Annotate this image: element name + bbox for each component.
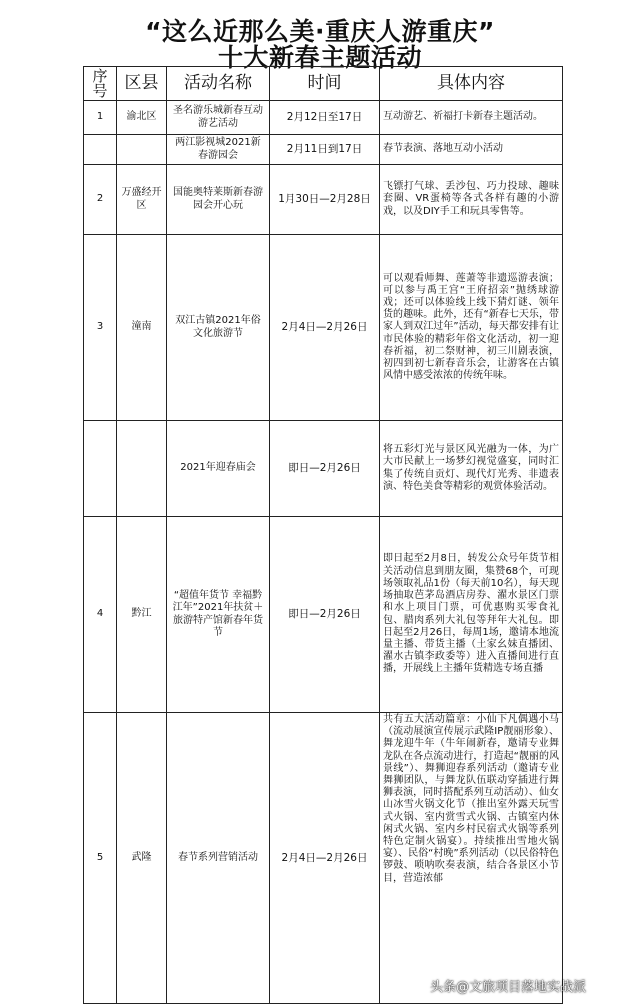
row-time: 即日—2月26日	[270, 421, 380, 517]
header-content: 具体内容	[380, 67, 563, 101]
row-no-empty	[84, 421, 117, 517]
row-district: 渝北区	[117, 101, 167, 135]
row-district: 黔江	[117, 517, 167, 713]
row-content: 飞镖打气球、丢沙包、巧力投球、趣味套圈、VR蛋椅等各式各样有趣的小游戏，以及DIY手工和玩具零售等。	[380, 165, 563, 235]
row-time: 1月30日—2月28日	[270, 165, 380, 235]
table-row	[84, 235, 563, 421]
row-district: 武隆	[117, 713, 167, 1004]
row-content: 春节表演、落地互动小活动	[380, 135, 563, 165]
table-row	[84, 421, 563, 517]
row-activity: 两江影视城2021新春游园会	[167, 135, 270, 165]
row-activity: 双江古镇2021年俗文化旅游节	[167, 235, 270, 421]
row-content: 互动游艺、祈福打卡新春主题活动。	[380, 101, 563, 135]
row-time: 即日—2月26日	[270, 517, 380, 713]
table-header-row	[84, 67, 563, 101]
table-row	[84, 135, 563, 165]
row-no: 2	[84, 165, 117, 235]
row-no: 1	[84, 101, 117, 135]
page-title: “这么近那么美·重庆人游重庆”	[145, 17, 495, 46]
row-activity: 2021年迎春庙会	[167, 421, 270, 517]
header-no: 序 号	[84, 67, 117, 101]
row-content: 将五彩灯光与景区风光融为一体，为广大市民献上一场梦幻视觉盛宴，同时汇集了传统自贡灯、现代灯光秀、非遗表演、特色美食等精彩的观赏体验活动。	[380, 421, 563, 517]
row-no: 3	[84, 235, 117, 421]
watermark-text: 头条@文旅项目落地实战派	[430, 980, 587, 995]
row-district-empty	[117, 421, 167, 517]
table-row	[84, 101, 563, 135]
page-subtitle: 十大新春主题活动	[217, 43, 422, 72]
table-row	[84, 517, 563, 713]
row-no-empty	[84, 135, 117, 165]
row-no: 4	[84, 517, 117, 713]
header-district: 区县	[117, 67, 167, 101]
table-row	[84, 713, 563, 1004]
row-district-empty	[117, 135, 167, 165]
row-district: 潼南	[117, 235, 167, 421]
table-row	[84, 165, 563, 235]
row-activity: “超值年货节 幸福黔江年”2021年扶贫＋旅游特产馆新春年货节	[167, 517, 270, 713]
row-content: 可以观看师舞、莲萧等非遗巡游表演；可以参与禹王宫“王府招亲”抛绣球游戏；还可以体验线上线下猜灯谜、领年货的趣味。此外，还有“新春七天乐，带家人到双江过年”活动，每天都安排有让市民体验的精彩年俗文化活动，初一迎春祈福，初二祭财神，初三川剧表演，初四到初七新春音乐会，让游客在古镇风情中感受浓浓的传统年味。	[380, 235, 563, 421]
row-time: 2月4日—2月26日	[270, 235, 380, 421]
row-activity: 圣名游乐城新春互动游艺活动	[167, 101, 270, 135]
row-no: 5	[84, 713, 117, 1004]
activity-table	[83, 66, 563, 1004]
row-activity: 国能奥特莱斯新春游园会开心玩	[167, 165, 270, 235]
row-time: 2月11日到17日	[270, 135, 380, 165]
row-activity: 春节系列营销活动	[167, 713, 270, 1004]
row-content: 共有五大活动篇章：小仙下凡偶遇小马（流动展演宣传展示武隆IP靓丽形象）、舞龙迎牛年（牛年闹新春，邀请专业舞龙队在各点流动进行，打造起“靓丽的风景线”）、舞狮迎春系列活动（邀请专业舞狮团队，与舞龙队伍联动穿插进行舞狮表演，同时搭配系列互动活动）、仙女山冰雪火锅文化节（推出室外露天玩雪式火锅、室内赏雪式火锅、古镇室内休闲式火锅、室内乡村民宿式火锅等系列特色定制火锅宴）。持续推出雪地火锅宴）、民俗“村晚”系列活动（以民俗特色锣鼓、唢呐吹奏表演，结合各景区小节目，营造浓郁	[380, 713, 563, 1004]
header-time: 时间	[270, 67, 380, 101]
row-time: 2月12日至17日	[270, 101, 380, 135]
row-content: 即日起至2月8日，转发公众号年货节相关活动信息到朋友圈，集赞68个，可现场领取礼品1份（每天前10名），每天现场抽取芭茅岛酒店房券、濯水景区门票和水上项目门票，可优惠购买零食礼包、腊肉系列大礼包等拜年大礼包。即日起至2月26日，每周1场，邀请本地流量主播、带货主播（土家幺妹直播团、濯水古镇李政委等）进入直播间进行直播，开展线上主播年货精选专场直播	[380, 517, 563, 713]
row-time: 2月4日—2月26日	[270, 713, 380, 1004]
row-district: 万盛经开区	[117, 165, 167, 235]
header-activity: 活动名称	[167, 67, 270, 101]
